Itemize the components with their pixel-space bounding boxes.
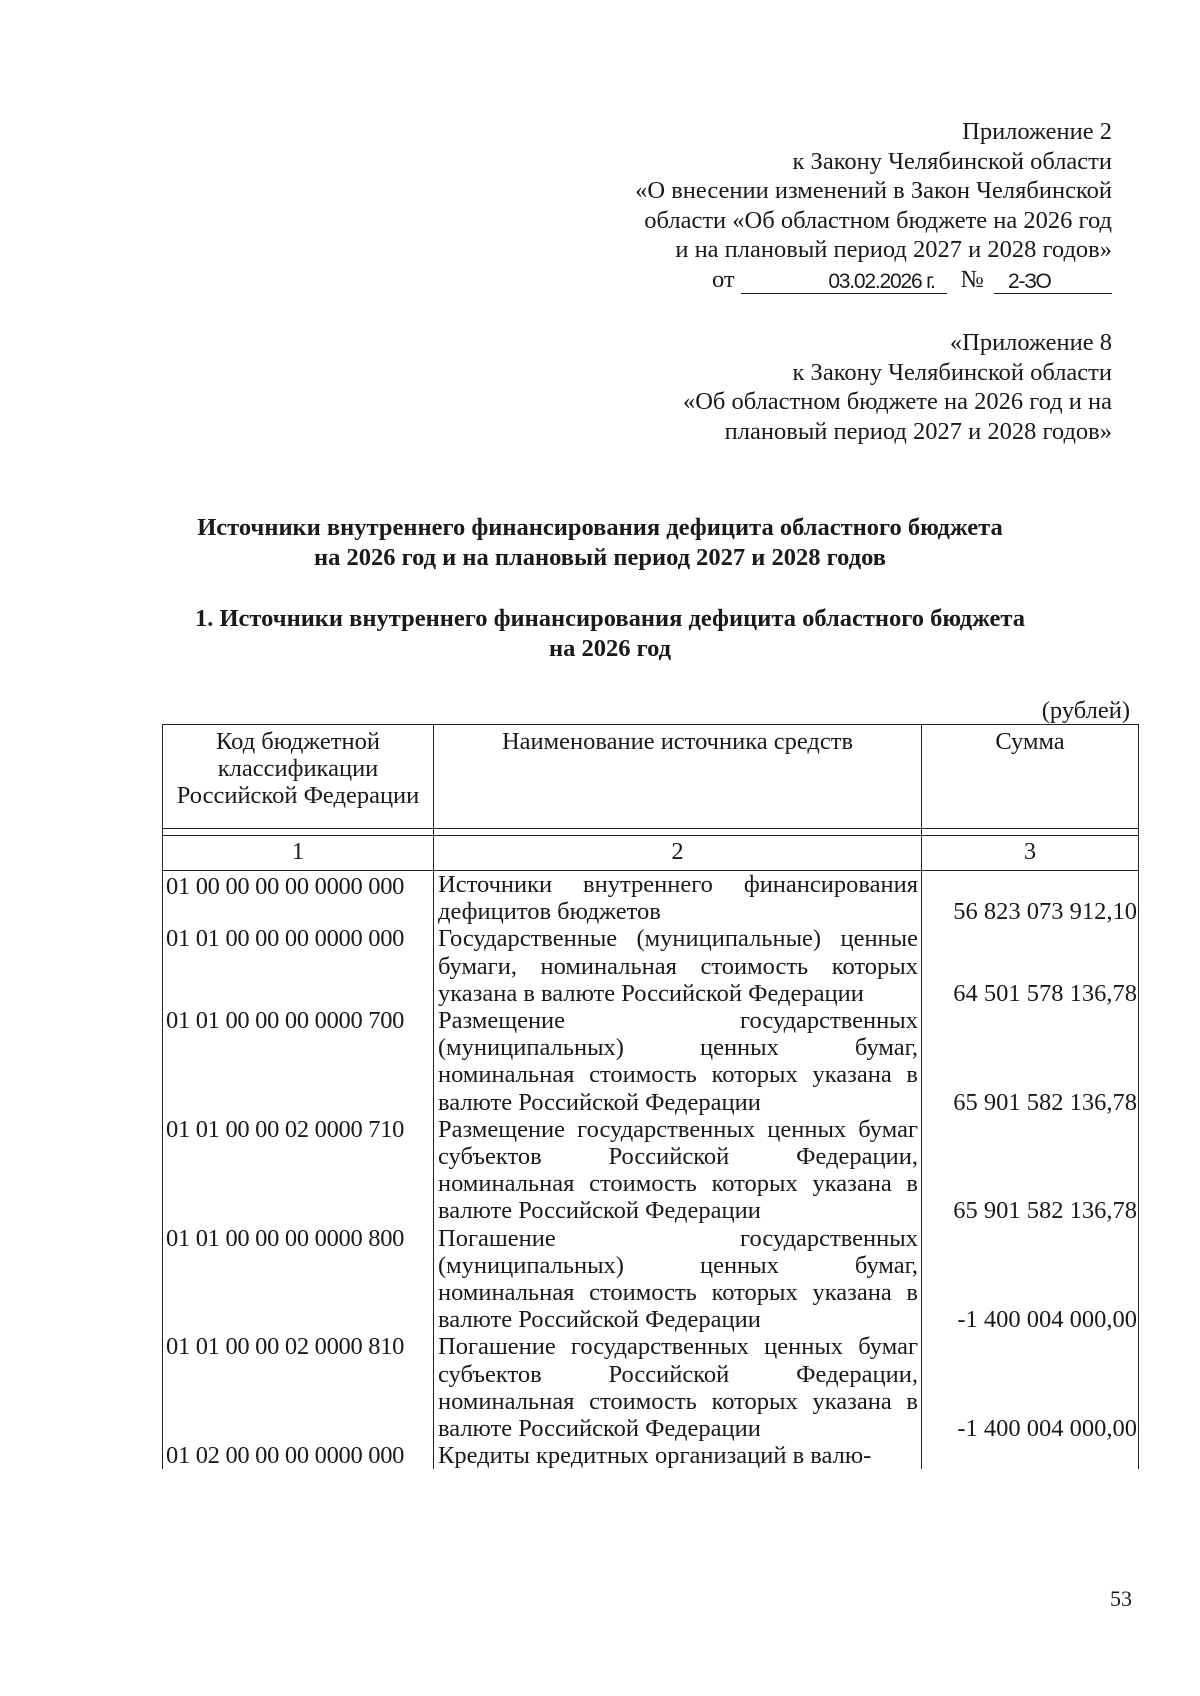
row-name: Кредиты кредитных организаций в валю- [434,1442,922,1469]
law-number: 2-ЗО [994,271,1112,294]
row-amount: 65 901 582 136,78 [922,1007,1139,1116]
row-name: Источники внутреннего финансирования дефицитов бюджетов [434,871,922,926]
row-name: Погашение государственных ценных бумаг субъектов Российской Федерации, номинальная стоимость которых указана в валюте Российской Федерации [434,1333,922,1442]
header-code: Код бюджетной классификации Российской Федерации [163,725,434,829]
table-row [163,871,1139,926]
row-code: 01 01 00 00 02 0000 710 [163,1116,434,1225]
row-amount: 65 901 582 136,78 [922,1116,1139,1225]
section-title-line: на 2026 год [548,635,672,662]
number-label: № [960,265,984,293]
row-code: 01 01 00 00 00 0000 800 [163,1225,434,1334]
law-date-number-line [635,265,1112,295]
row-name: Погашение государственных (муниципальных) ценных бумаг, номинальная стоимость которых указана в валюте Российской Федерации [434,1225,922,1334]
appendix-line: и на плановый период 2027 и 2028 годов» [675,236,1112,263]
appendix-line: области «Об областном бюджете на 2026 год [644,206,1112,234]
row-amount: -1 400 004 000,00 [922,1225,1139,1334]
row-amount: 64 501 578 136,78 [922,925,1139,1007]
row-amount [922,1442,1139,1469]
appendix-line: «Приложение 8 [949,329,1112,356]
table-row [163,1007,1139,1116]
column-number: 1 [163,836,434,871]
appendix-line: «Об областном бюджете на 2026 год и на [682,388,1112,415]
appendix-line: «О внесении изменений в Закон Челябинской [635,177,1112,204]
appendix-header [635,117,1112,294]
appendix-line: к Закону Челябинской области [792,358,1112,386]
header-name: Наименование источника средств [434,725,922,829]
table-row [163,1333,1139,1442]
section-title [160,604,1060,664]
column-number: 3 [922,836,1139,871]
row-name: Государственные (муниципальные) ценные бумаги, номинальная стоимость которых указана в валюте Российской Федерации [434,925,922,1007]
original-appendix-header [683,328,1112,446]
law-date: 03.02.2026 г. [741,271,947,294]
row-amount: 56 823 073 912,10 [922,871,1139,926]
table-row [163,1442,1139,1469]
title-line: Источники внутреннего финансирования дефицита областного бюджета [197,514,1003,541]
title-line: на 2026 год и на плановый период 2027 и 2028 годов [313,544,886,571]
row-code: 01 02 00 00 00 0000 000 [163,1442,434,1469]
appendix-line: Приложение 2 [962,118,1112,145]
row-name: Размещение государственных ценных бумаг субъектов Российской Федерации, номинальная стоимость которых указана в валюте Российской Федерации [434,1116,922,1225]
row-code: 01 01 00 00 02 0000 810 [163,1333,434,1442]
row-name: Размещение государственных (муниципальных) ценных бумаг, номинальная стоимость которых указана в валюте Российской Федерации [434,1007,922,1116]
document-title [150,513,1050,573]
header-amount: Сумма [922,725,1139,829]
section-title-line: 1. Источники внутреннего финансирования дефицита областного бюджета [195,605,1025,632]
column-number: 2 [434,836,922,871]
page-number: 53 [1110,1586,1132,1611]
unit-label: (рублей) [1041,697,1130,724]
row-code: 01 00 00 00 00 0000 000 [163,871,434,926]
table-row [163,1225,1139,1334]
from-label: от [711,265,735,293]
row-code: 01 01 00 00 00 0000 700 [163,1007,434,1116]
table-row [163,1116,1139,1225]
row-amount: -1 400 004 000,00 [922,1333,1139,1442]
row-code: 01 01 00 00 00 0000 000 [163,925,434,1007]
sources-table [162,724,1139,1469]
table-row [163,925,1139,1007]
appendix-line: к Закону Челябинской области [792,147,1112,175]
appendix-line: плановый период 2027 и 2028 годов» [724,417,1112,445]
